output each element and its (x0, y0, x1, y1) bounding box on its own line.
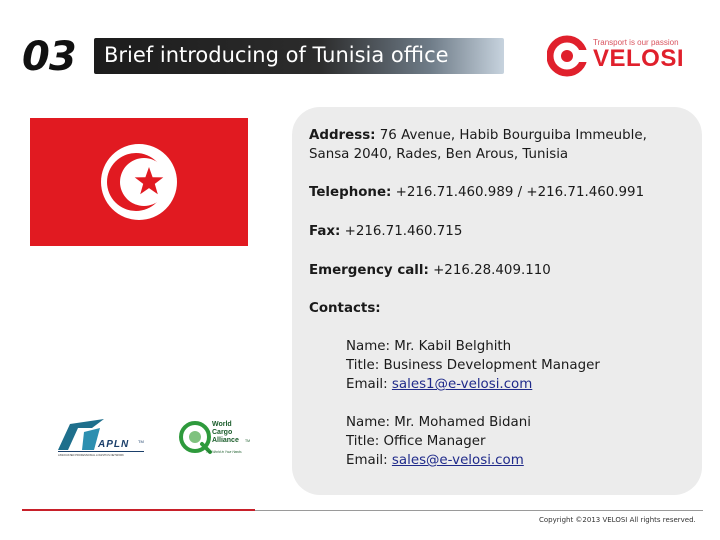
wca-logo-line1: World (212, 421, 232, 428)
contacts-label: Contacts: (309, 301, 381, 316)
address-value: 76 Avenue, Habib Bourguiba Immeuble, (375, 128, 647, 143)
emergency-label: Emergency call: (309, 263, 429, 278)
telephone-value: +216.71.460.989 / +216.71.460.991 (391, 185, 645, 200)
logo-name: VELOSI (593, 45, 685, 72)
tunisia-flag (30, 118, 248, 246)
contact-1-title: Title: Business Development Manager (346, 358, 600, 373)
footer-divider-accent (22, 509, 255, 511)
copyright-text: Copyright ©2013 VELOSI All rights reserved. (539, 516, 696, 524)
apln-logo (54, 416, 148, 458)
apln-logo-text: APLN (98, 439, 130, 450)
address-line-1 (309, 126, 647, 145)
telephone-label: Telephone: (309, 185, 392, 200)
page-title: Brief introducing of Tunisia office (104, 43, 449, 67)
contact-2-title: Title: Office Manager (346, 434, 486, 449)
contact-1-email-label: Email: (346, 377, 392, 392)
wca-logo-line3: Alliance (212, 437, 239, 444)
contact-2-email-link[interactable]: sales@e-velosi.com (391, 453, 524, 468)
velosi-logo (547, 32, 697, 82)
wca-logo (178, 416, 262, 460)
fax-value: +216.71.460.715 (340, 224, 463, 239)
contact-1-email-row (346, 375, 532, 394)
velosi-logo-mark-icon (547, 34, 591, 78)
emergency-row (309, 261, 551, 280)
title-bar (94, 38, 504, 74)
footer-divider (255, 510, 703, 511)
address-line-2: Sansa 2040, Rades, Ben Arous, Tunisia (309, 147, 569, 162)
fax-row (309, 222, 462, 241)
address-label: Address: (309, 128, 376, 143)
contact-1-name: Name: Mr. Kabil Belghith (346, 339, 512, 354)
contact-2-email-label: Email: (346, 453, 392, 468)
contact-1-email-link[interactable]: sales1@e-velosi.com (391, 377, 533, 392)
contact-2-name: Name: Mr. Mohamed Bidani (346, 415, 531, 430)
wca-logo-tm: TM (245, 439, 251, 443)
logo-tagline: Transport is our passion (593, 38, 679, 47)
telephone-row (309, 183, 644, 202)
wca-logo-line2: Cargo (212, 429, 233, 436)
wca-logo-tagline: The World in Your Hands (206, 450, 242, 454)
tunisia-flag-emblem-icon (30, 118, 248, 246)
fax-label: Fax: (309, 224, 341, 239)
apln-logo-tagline: ASSOCIATED PROFESSIONAL LOGISTICS NETWORK (58, 454, 124, 457)
slide-number: 03 (22, 34, 76, 80)
contact-2-email-row (346, 451, 524, 470)
apln-logo-tm: TM (138, 439, 144, 444)
emergency-value: +216.28.409.110 (428, 263, 551, 278)
